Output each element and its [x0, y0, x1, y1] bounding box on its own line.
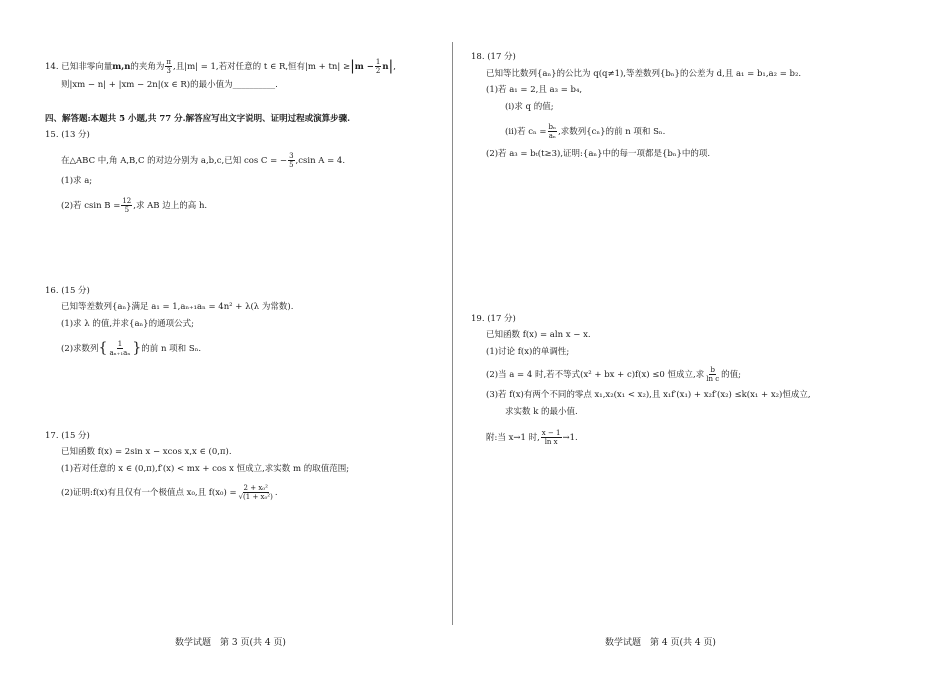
q17-value-fraction — [238, 484, 274, 501]
q19-part2 — [486, 366, 741, 383]
q15-part2-text-a: (2)若 csin B = — [61, 201, 121, 211]
q15-text-b: ,csin A = 4. — [295, 156, 346, 166]
q15-sin-num: 12 — [122, 197, 132, 205]
q19-limit-num: x − 1 — [541, 429, 561, 437]
q14-rhs-tail: n — [382, 62, 389, 72]
q18-sub1: (ⅰ)求 q 的值; — [505, 102, 554, 112]
q18-part1: (1)若 a₁ = 2,且 a₃ = b₄, — [486, 85, 583, 95]
q15-line1 — [61, 152, 345, 169]
q19-heading: 19. (17 分) — [471, 314, 516, 324]
q19-note-text-b: →1. — [562, 433, 578, 443]
q15-cos-num: 3 — [289, 152, 294, 160]
q15-part1: (1)求 a; — [61, 176, 93, 186]
q14-half-fraction — [375, 58, 381, 75]
q18-sub2 — [505, 123, 665, 140]
q19-ratio-den: ln c — [706, 375, 720, 383]
q14-text-b: 的夹角为 — [130, 62, 165, 72]
q19-note — [486, 429, 578, 446]
q19-ratio-num: b — [710, 366, 715, 374]
page-footer: 数学试题 第 3 页(共 4 页) — [175, 638, 286, 648]
q19-note-text-a: 附:当 x→1 时, — [486, 433, 540, 443]
q16-part2-text-b: 的前 n 项和 Sₙ. — [141, 344, 202, 354]
q14-angle-num: π — [166, 58, 171, 66]
q15-part2 — [61, 197, 207, 214]
q15-cos-den: 5 — [289, 161, 294, 169]
q17-part2-text-a: (2)证明:f(x)有且仅有一个极值点 x₀,且 f(x₀) = — [61, 488, 237, 498]
q15-heading: 15. (13 分) — [45, 130, 90, 140]
q15-part2-text-b: ,求 AB 边上的高 h. — [133, 201, 208, 211]
q15-sin-den: 5 — [124, 206, 130, 214]
q17-value-den: √(1 + x₀²) — [238, 493, 273, 501]
q14-line1: 14. 已知非零向量m,n的夹角为 $\frac{\pi}{3}$ ,且|m| = 1,若对任意的 t ∈ R,恒有|m + tn| ≥|m − $\frac{1}{2}$ n|, — [45, 58, 396, 75]
q15-sin-fraction — [121, 197, 132, 214]
q14-line-end: , — [393, 62, 396, 72]
q16-part1: (1)求 λ 的值,并求{aₙ}的通项公式; — [61, 319, 194, 329]
q14-half-num: 1 — [375, 58, 381, 66]
q16-series-den: aₙ₊₁aₙ — [109, 349, 131, 357]
q14-rhs: m − — [354, 62, 374, 72]
q15-cos-fraction — [288, 152, 294, 169]
q18-part2: (2)若 a₃ = bₜ(t≥3),证明:{aₙ}中的每一项都是{bₙ}中的项. — [486, 149, 711, 159]
q16-part2: (2)求数列{ $\frac{1}{\text{aₙ₊₁aₙ}}$ }的前 n 项和 Sₙ. — [61, 340, 202, 357]
q18-sub2-text-a: (ⅱ)若 cₙ = — [505, 127, 547, 137]
q16-line1: 已知等差数列{aₙ}满足 a₁ = 1,aₙ₊₁aₙ = 4n² + λ(λ 为常数). — [61, 302, 294, 312]
q19-part3: (3)若 f(x)有两个不同的零点 x₁,x₂(x₁ < x₂),且 x₁f′(x₁) + x₂f′(x₂) ≤k(x₁ + x₂)恒成立, — [486, 390, 811, 400]
q14-text-a: 14. 已知非零向量 — [45, 62, 113, 72]
q18-line1: 已知等比数列{aₙ}的公比为 q(q≠1),等差数列{bₙ}的公差为 d,且 a₁ = b₁,a₂ = b₂. — [486, 69, 802, 79]
q14-half-den: 2 — [375, 67, 381, 75]
q18-c-num: bₙ — [548, 123, 557, 131]
q16-part2-text-a: (2)求数列 — [61, 344, 99, 354]
q19-limit-fraction — [541, 429, 562, 446]
q19-limit-den: ln x — [544, 438, 558, 446]
q17-value-num: 2 + x₀² — [243, 484, 268, 492]
q19-part3-cont: 求实数 k 的最小值. — [505, 407, 578, 417]
q17-part1: (1)若对任意的 x ∈ (0,π),f′(x) < mx + cos x 恒成立,求实数 m 的取值范围; — [61, 464, 350, 474]
q14-angle-fraction — [165, 58, 172, 75]
exam-page-4 — [453, 0, 950, 688]
section-header: 四、解答题:本题共 5 小题,共 77 分.解答应写出文字说明、证明过程或演算步骤. — [45, 114, 351, 124]
q17-part2-text-b: . — [274, 488, 278, 498]
page-footer: 数学试题 第 4 页(共 4 页) — [605, 638, 716, 648]
q16-series-fraction — [108, 340, 131, 357]
q19-line1: 已知函数 f(x) = aln x − x. — [486, 330, 591, 340]
q18-heading: 18. (17 分) — [471, 52, 516, 62]
q18-c-den: aₙ — [548, 132, 556, 140]
q19-ratio-fraction — [705, 366, 720, 383]
q19-part2-text-b: 的值; — [721, 370, 742, 380]
q14-angle-den: 3 — [166, 67, 171, 75]
q19-part1: (1)讨论 f(x)的单调性; — [486, 347, 570, 357]
q18-sub2-text-b: ,求数列{cₙ}的前 n 项和 Sₙ. — [558, 127, 666, 137]
q17-heading: 17. (15 分) — [45, 431, 90, 441]
q15-text-a: 在△ABC 中,角 A,B,C 的对边分别为 a,b,c,已知 cos C = − — [61, 156, 288, 166]
q14-vectors: m,n — [112, 62, 131, 72]
q17-line1: 已知函数 f(x) = 2sin x − xcos x,x ∈ (0,π). — [61, 447, 232, 457]
q14-text-c: ,且|m| = 1,若对任意的 t ∈ R,恒有|m + tn| ≥ — [173, 62, 351, 72]
q17-part2 — [61, 484, 278, 501]
q14-line2: 则|xm − n| + |xm − 2n|(x ∈ R)的最小值为__________. — [61, 80, 278, 90]
q19-part2-text-a: (2)当 a = 4 时,若不等式(x² + bx + c)f(x) ≤0 恒成立,求 — [486, 370, 705, 380]
exam-page-3 — [0, 0, 452, 688]
q16-heading: 16. (15 分) — [45, 286, 90, 296]
q16-series-num: 1 — [117, 340, 123, 348]
q18-c-fraction — [548, 123, 558, 140]
